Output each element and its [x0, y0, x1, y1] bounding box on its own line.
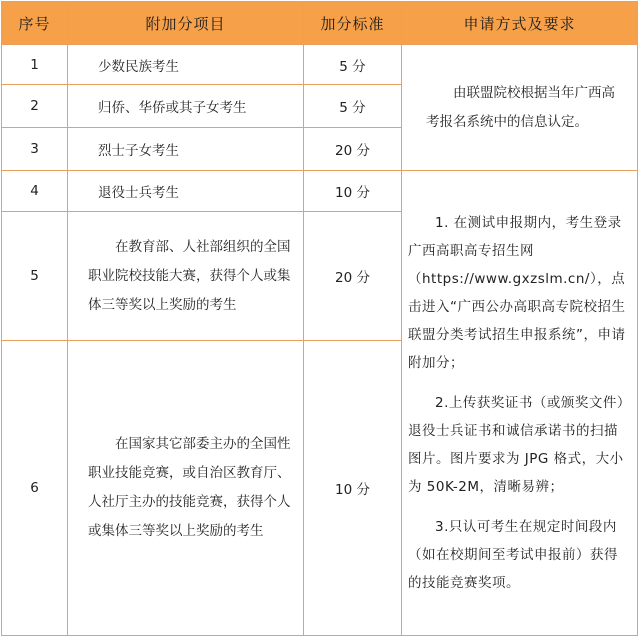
bonus-points-table	[1, 1, 638, 636]
row-method-group1	[402, 45, 638, 171]
table-row	[2, 45, 638, 85]
row-item: 退役士兵考生	[68, 171, 304, 212]
row-score: 10 分	[304, 341, 402, 636]
row-no: 5	[2, 212, 68, 341]
row-item: 烈士子女考生	[68, 128, 304, 171]
row-item: 在教育部、人社部组织的全国职业院校技能大赛，获得个人或集体三等奖以上奖励的考生	[68, 212, 304, 341]
row-score: 5 分	[304, 45, 402, 85]
row-no: 1	[2, 45, 68, 85]
row-score: 20 分	[304, 128, 402, 171]
method-step-3: 3.只认可考生在规定时间段内（如在校期间至考试申报前）获得的技能竞赛奖项。	[408, 519, 618, 591]
row-score: 10 分	[304, 171, 402, 212]
header-method: 申请方式及要求	[402, 2, 638, 45]
row-score: 5 分	[304, 85, 402, 128]
method-step-2: 2.上传获奖证书（或颁奖文件）退役士兵证书和诚信承诺书的扫描图片。图片要求为 JPG 格式，大小为 50K-2M，清晰易辨；	[408, 395, 631, 495]
table-row	[2, 171, 638, 212]
row-no: 6	[2, 341, 68, 636]
row-method-group2	[402, 171, 638, 636]
row-no: 2	[2, 85, 68, 128]
row-no: 3	[2, 128, 68, 171]
row-no: 4	[2, 171, 68, 212]
method-group1-text: 由联盟院校根据当年广西高考报名系统中的信息认定。	[426, 84, 615, 130]
table-header-row	[2, 2, 638, 45]
row-item: 在国家其它部委主办的全国性职业技能竞赛，或自治区教育厅、人社厅主办的技能竞赛，获得个人或集体三等奖以上奖励的考生	[68, 341, 304, 636]
header-no: 序号	[2, 2, 68, 45]
row-item: 少数民族考生	[68, 45, 304, 85]
header-item: 附加分项目	[68, 2, 304, 45]
row-score: 20 分	[304, 212, 402, 341]
header-score: 加分标准	[304, 2, 402, 45]
method-step-1: 1. 在测试申报期内，考生登录广西高职高专招生网（https://www.gxzslm.cn/），点击进入“广西公办高职高专院校招生联盟分类考试招生申报系统”，申请附加分；	[408, 215, 626, 371]
row-item: 归侨、华侨或其子女考生	[68, 85, 304, 128]
